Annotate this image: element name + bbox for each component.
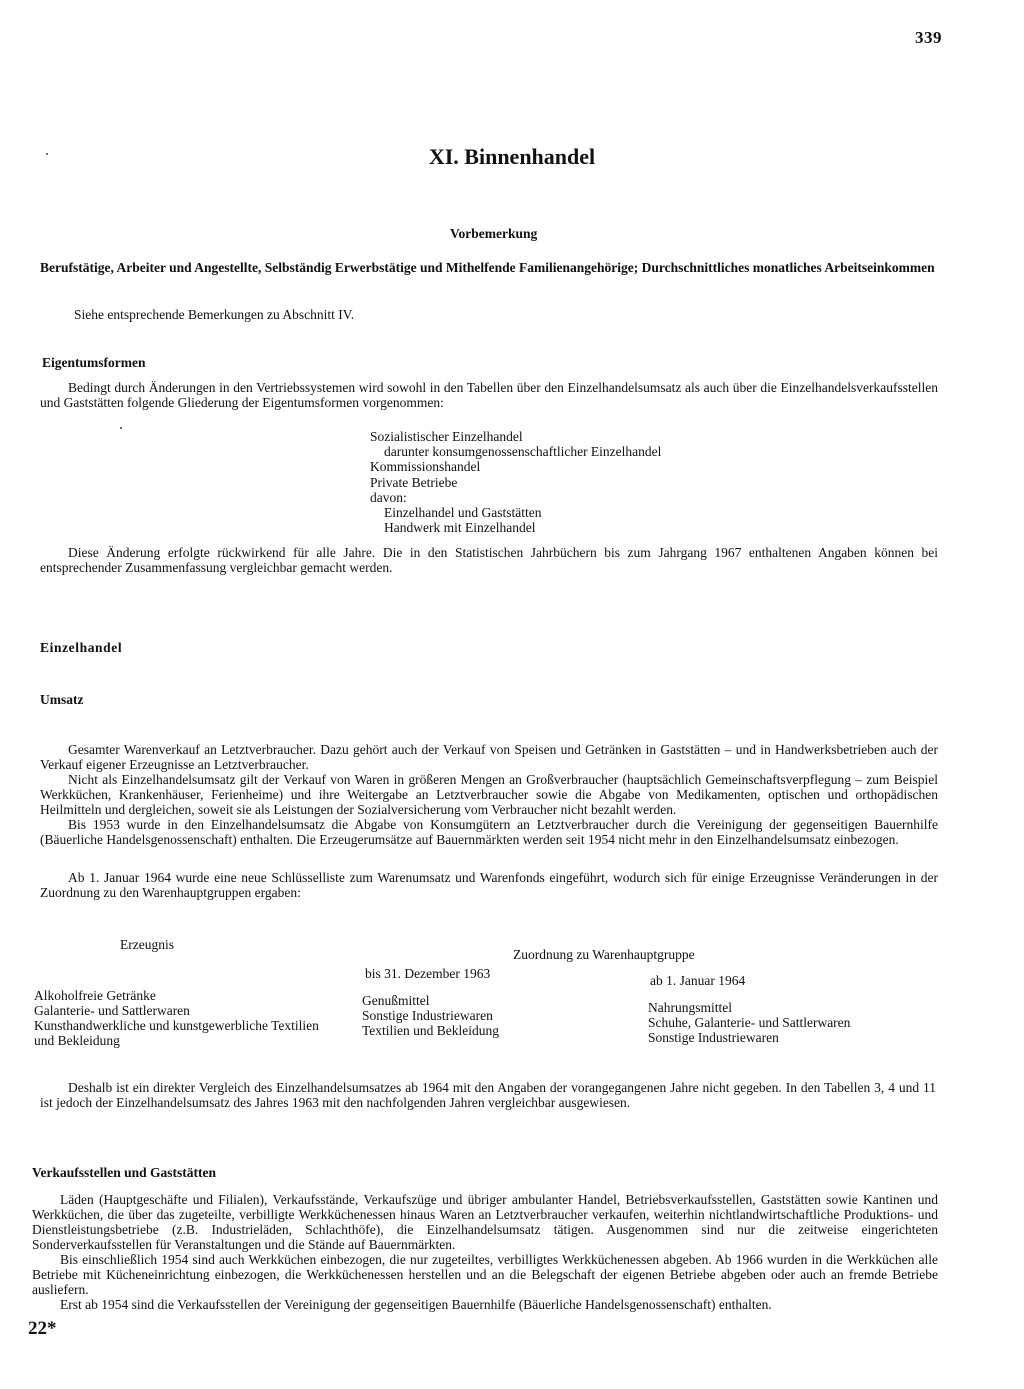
einzelhandel-heading: Einzelhandel [40,640,123,655]
vergleich-paragraph: Deshalb ist ein direkter Vergleich des Einzelhandelsumsatzes ab 1964 mit den Angaben der vorangegangenen Jahre nicht gegeben. In den Tabellen 3, 4 und 11 ist jedoch der Einzelhandelsumsatz des Jahres 1963 mit den nachfolgenden Jahren vergleichbar ausgewiesen. [40,1080,936,1110]
list-item: darunter konsumgenossenschaftlicher Einzelhandel [384,444,662,460]
table-col-ab: ab 1. Januar 1964 [650,973,746,988]
table-group-header: Zuordnung zu Warenhauptgruppe [513,947,695,962]
list-item: Sozialistischer Einzelhandel [370,429,523,444]
table-col-bis: bis 31. Dezember 1963 [365,966,491,981]
list-item: Einzelhandel und Gaststätten [384,505,542,521]
table-cell: Genußmittel [362,993,430,1008]
page-number: 339 [915,28,942,47]
eigentumsformen-list [370,429,661,535]
verkaufsstellen-paragraph: Bis einschließlich 1954 sind auch Werkküchen einbezogen, die nur zugeteiltes, verbilligtes Werkküchenessen abgeben. Ab 1966 wurden in die Werkküchen alle Betriebe mit Kücheneinrichtung einbezogen, die Werkküchenessen herstellen und an die Belegschaft der eigenen Betriebe abgeben oder auch an fremde Betriebe ausliefern. [32,1252,938,1297]
umsatz-paragraph: Nicht als Einzelhandelsumsatz gilt der Verkauf von Waren in größeren Mengen an Großverbraucher (hauptsächlich Gemeinschaftsverpflegung – zum Beispiel Werkküchen, Krankenhäuser, Ferienheime) und ihre Weitergabe an Letztverbraucher sowie die Abgabe von Medikamenten, optischen und orthopädischen Heilmitteln und dergleichen, soweit sie als Leistungen der Sozialversicherung vom Verbraucher nicht bezahlt werden. [40,772,938,817]
table-cell: Alkoholfreie Getränke [34,988,156,1003]
eigentumsformen-heading: Eigentumsformen [42,355,146,370]
scan-speck [120,427,122,429]
table-column-bis [362,993,602,1038]
umsatz-paragraph: Bis 1953 wurde in den Einzelhandelsumsatz die Abgabe von Konsumgütern an Letztverbraucher durch die Vereinigung der gegenseitigen Bauernhilfe (Bäuerliche Handelsgenossenschaft) enthalten. Die Erzeugerumsätze auf Bauernmärkten werden seit 1954 nicht mehr in den Einzelhandelsumsatz einbezogen. [40,817,938,847]
table-cell: Galanterie- und Sattlerwaren [34,1003,190,1018]
table-cell: Kunsthandwerkliche und kunstgewerbliche Textilien und Bekleidung [34,1018,319,1048]
verkaufsstellen-heading: Verkaufsstellen und Gaststätten [32,1165,217,1180]
umsatz-paragraph: Gesamter Warenverkauf an Letztverbraucher. Dazu gehört auch der Verkauf von Speisen und Getränken in Gaststätten – und in Handwerksbetrieben auch der Verkauf eigener Erzeugnisse an Letztverbraucher. [40,742,938,772]
table-column-ab [648,1000,908,1045]
list-item: Handwerk mit Einzelhandel [384,520,536,536]
signature-mark: 22* [28,1318,57,1339]
table-cell: Nahrungsmittel [648,1000,732,1015]
table-col-erzeugnis: Erzeugnis [120,937,174,952]
umsatz-heading: Umsatz [40,692,84,707]
list-item: davon: [370,489,407,505]
verkaufsstellen-paragraph: Erst ab 1954 sind die Verkaufsstellen der Vereinigung der gegenseitigen Bauernhilfe (Bäuerliche Handelsgenossenschaft) enthalten. [60,1297,772,1312]
table-cell: Sonstige Industriewaren [362,1008,493,1023]
verkaufsstellen-paragraph: Läden (Hauptgeschäfte und Filialen), Verkaufsstände, Verkaufszüge und übriger ambulanter Handel, Betriebsverkaufsstellen, Gaststätten sowie Kantinen und Werkküchen, die über das zugeteilte, verbilligte Werkküchenessen hinaus Waren an Letztverbraucher verkaufen, weiterhin nichtlandwirtschaftliche Produktions- und Dienstleistungsbetriebe (z.B. Industrieläden, Schlachthöfe), die Einzelhandelsumsatz tätigen. Ausgenommen sind nur die zeitweise eingerichteten Sonderverkaufsstellen für Veranstaltungen und die Stände auf Bauernmärkten. [32,1192,938,1252]
list-item: Kommissionshandel [370,459,481,475]
table-column-erzeugnis [34,988,334,1048]
list-item: Private Betriebe [370,474,458,490]
berufstaetige-heading: Berufstätige, Arbeiter und Angestellte, Selbständig Erwerbstätige und Mithelfende Familienangehörige; Durchschnittliches monatliches Arbeitseinkommen [40,260,935,275]
eigentumsformen-intro: Bedingt durch Änderungen in den Vertriebssystemen wird sowohl in den Tabellen über den Einzelhandelsumsatz als auch über die Einzelhandelsverkaufsstellen und Gaststätten folgende Gliederung der Eigentumsformen vorgenommen: [40,380,938,410]
table-cell: Textilien und Bekleidung [362,1023,500,1038]
chapter-title: XI. Binnenhandel [428,144,596,169]
eigentumsformen-closing: Diese Änderung erfolgte rückwirkend für alle Jahre. Die in den Statistischen Jahrbüchern bis zum Jahrgang 1967 enthaltenen Angaben können bei entsprechender Zusammenfassung vergleichbar gemacht werden. [40,545,938,575]
umsatz-paragraph: Ab 1. Januar 1964 wurde eine neue Schlüsselliste zum Warenumsatz und Warenfonds eingeführt, wodurch sich für einige Erzeugnisse Veränderungen in der Zuordnung zu den Warenhauptgruppen ergaben: [40,870,938,900]
vorbemerkung-heading: Vorbemerkung [450,226,538,241]
table-cell: Schuhe, Galanterie- und Sattlerwaren [648,1015,851,1030]
table-cell: Sonstige Industriewaren [648,1030,779,1045]
berufstaetige-text: Siehe entsprechende Bemerkungen zu Abschnitt IV. [74,307,355,322]
